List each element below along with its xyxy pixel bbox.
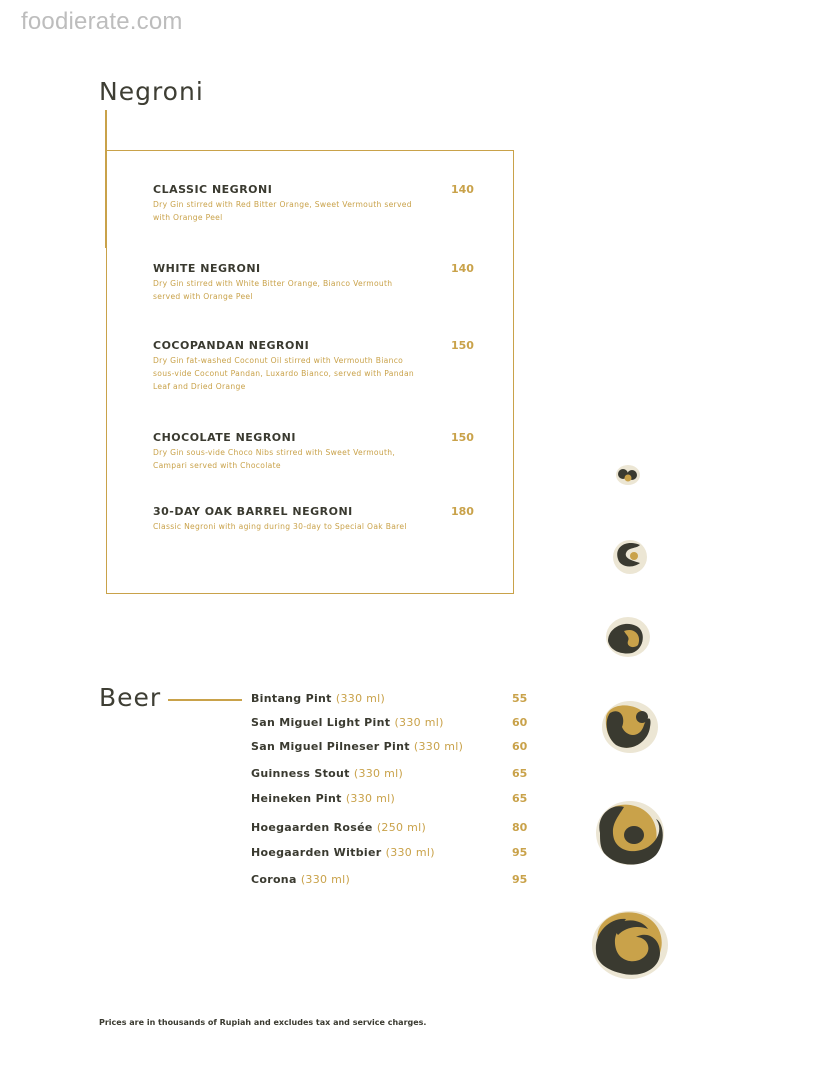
beer-item-volume: (330 ml) xyxy=(335,692,386,705)
beer-item-volume: (330 ml) xyxy=(345,792,396,805)
menu-item xyxy=(153,183,483,224)
abstract-blob-icon xyxy=(590,455,680,995)
watermark: foodierate.com xyxy=(21,8,183,35)
beer-item-volume: (250 ml) xyxy=(376,821,427,834)
beer-item-name: San Miguel Pilneser Pint xyxy=(251,740,410,753)
menu-item-description: Dry Gin stirred with White Bitter Orange, Bianco Vermouth served with Orange Peel xyxy=(153,279,393,301)
negroni-section-title: Negroni xyxy=(99,77,204,106)
menu-item xyxy=(153,339,483,393)
beer-item-price: 95 xyxy=(512,873,528,886)
menu-item-price: 150 xyxy=(451,339,474,352)
beer-item-price: 55 xyxy=(512,692,528,705)
beer-item xyxy=(251,716,444,729)
menu-item-name: WHITE NEGRONI xyxy=(153,262,261,275)
price-footnote: Prices are in thousands of Rupiah and excludes tax and service charges. xyxy=(99,1018,427,1027)
menu-item-description: Classic Negroni with aging during 30-day to Special Oak Barel xyxy=(153,522,407,531)
beer-item-price: 95 xyxy=(512,846,528,859)
beer-item-price: 60 xyxy=(512,716,528,729)
beer-item-price: 60 xyxy=(512,740,528,753)
blob-1 xyxy=(616,465,640,485)
menu-item-name: 30-DAY OAK BARREL NEGRONI xyxy=(153,505,353,518)
menu-item-description: Dry Gin stirred with Red Bitter Orange, Sweet Vermouth served with Orange Peel xyxy=(153,200,412,222)
menu-item-description: Dry Gin sous-vide Choco Nibs stirred with Sweet Vermouth, Campari served with Chocolate xyxy=(153,448,396,470)
beer-item-volume: (330 ml) xyxy=(353,767,404,780)
menu-item xyxy=(153,431,483,472)
beer-item xyxy=(251,846,435,859)
beer-item-name: Hoegaarden Witbier xyxy=(251,846,382,859)
blob-5 xyxy=(596,801,664,865)
menu-item-price: 140 xyxy=(451,262,474,275)
beer-item xyxy=(251,692,385,705)
beer-item-volume: (330 ml) xyxy=(300,873,351,886)
blob-6 xyxy=(592,911,668,979)
beer-item-price: 65 xyxy=(512,767,528,780)
beer-item xyxy=(251,792,395,805)
blob-2 xyxy=(613,540,647,574)
beer-item-name: San Miguel Light Pint xyxy=(251,716,391,729)
beer-item-price: 65 xyxy=(512,792,528,805)
beer-divider-line xyxy=(168,699,242,701)
beer-item-name: Hoegaarden Rosée xyxy=(251,821,373,834)
beer-item xyxy=(251,740,463,753)
beer-item xyxy=(251,767,403,780)
beer-item-volume: (330 ml) xyxy=(385,846,435,859)
blob-4 xyxy=(602,701,658,753)
beer-item-volume: (330 ml) xyxy=(394,716,444,729)
menu-item-description: Dry Gin fat-washed Coconut Oil stirred with Vermouth Bianco sous-vide Coconut Pandan, Luxardo Bianco, served with Pandan Leaf and Dried Orange xyxy=(153,356,415,391)
menu-item-name: CLASSIC NEGRONI xyxy=(153,183,273,196)
menu-item-price: 180 xyxy=(451,505,474,518)
beer-item-name: Guinness Stout xyxy=(251,767,350,780)
menu-item xyxy=(153,505,483,533)
menu-item xyxy=(153,262,483,303)
beer-item-volume: (330 ml) xyxy=(413,740,464,753)
beer-item-name: Corona xyxy=(251,873,297,886)
beer-item-name: Bintang Pint xyxy=(251,692,332,705)
beer-item-price: 80 xyxy=(512,821,528,834)
blob-3 xyxy=(606,617,650,657)
beer-section-title: Beer xyxy=(99,683,162,712)
beer-item-name: Heineken Pint xyxy=(251,792,342,805)
menu-item-name: COCOPANDAN NEGRONI xyxy=(153,339,310,352)
menu-item-price: 140 xyxy=(451,183,474,196)
menu-item-name: CHOCOLATE NEGRONI xyxy=(153,431,296,444)
menu-item-price: 150 xyxy=(451,431,474,444)
beer-item xyxy=(251,821,426,834)
beer-item xyxy=(251,873,350,886)
